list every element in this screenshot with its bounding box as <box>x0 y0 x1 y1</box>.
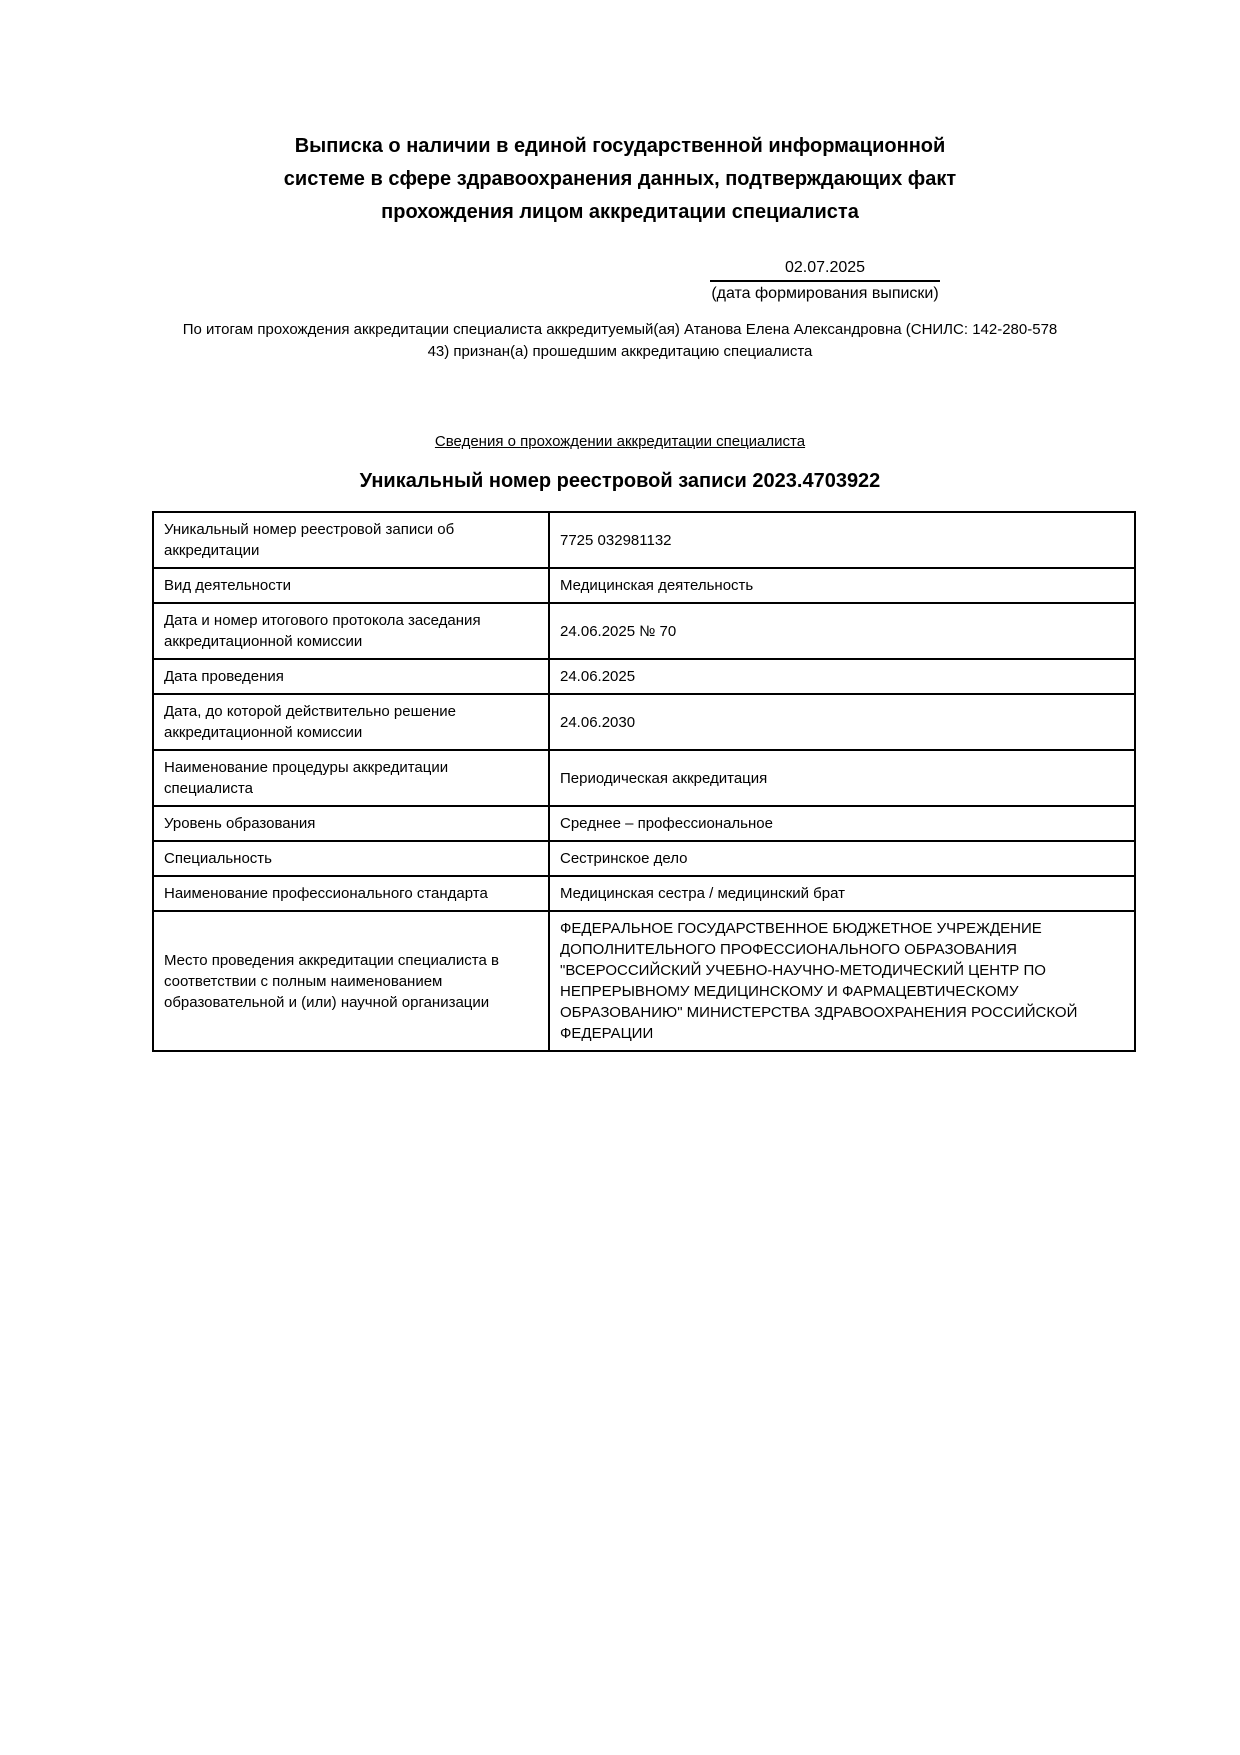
accreditation-details-table <box>152 511 1136 1052</box>
row-value: Сестринское дело <box>549 841 1135 876</box>
page-title: Выписка о наличии в единой государственной информационной системе в сфере здравоохранения данных, подтверждающих факт прохождения лицом аккредитации специалиста <box>283 135 957 223</box>
registry-number-heading: Уникальный номер реестровой записи 2023.4703922 <box>359 470 881 492</box>
row-label: Специальность <box>153 841 549 876</box>
table-row <box>153 694 1135 750</box>
section-heading: Сведения о прохождении аккредитации специалиста <box>434 433 806 450</box>
row-value: 24.06.2025 № 70 <box>549 603 1135 659</box>
row-value: ФЕДЕРАЛЬНОЕ ГОСУДАРСТВЕННОЕ БЮДЖЕТНОЕ УЧРЕЖДЕНИЕ ДОПОЛНИТЕЛЬНОГО ПРОФЕССИОНАЛЬНОГО ОБРАЗОВАНИЯ "ВСЕРОССИЙСКИЙ УЧЕБНО-НАУЧНО-МЕТОДИЧЕСКИЙ ЦЕНТР ПО НЕПРЕРЫВНОМУ МЕДИЦИНСКОМУ И ФАРМАЦЕВТИЧЕСКОМУ ОБРАЗОВАНИЮ" МИНИСТЕРСТВА ЗДРАВООХРАНЕНИЯ РОССИЙСКОЙ ФЕДЕРАЦИИ <box>549 911 1135 1051</box>
row-label: Дата проведения <box>153 659 549 694</box>
row-label: Дата, до которой действительно решение аккредитационной комиссии <box>153 694 549 750</box>
row-label: Уровень образования <box>153 806 549 841</box>
row-value: Медицинская сестра / медицинский брат <box>549 876 1135 911</box>
row-label: Уникальный номер реестровой записи об аккредитации <box>153 512 549 568</box>
row-value: 24.06.2025 <box>549 659 1135 694</box>
formation-date-caption: (дата формирования выписки) <box>711 285 939 302</box>
formation-date-block <box>700 259 950 303</box>
row-value: Периодическая аккредитация <box>549 750 1135 806</box>
row-label: Дата и номер итогового протокола заседания аккредитационной комиссии <box>153 603 549 659</box>
row-label: Наименование профессионального стандарта <box>153 876 549 911</box>
table-row <box>153 568 1135 603</box>
formation-date-value: 02.07.2025 <box>710 259 940 282</box>
row-label: Наименование процедуры аккредитации специалиста <box>153 750 549 806</box>
table-row <box>153 806 1135 841</box>
table-row <box>153 603 1135 659</box>
row-label: Вид деятельности <box>153 568 549 603</box>
accreditation-result-paragraph: По итогам прохождения аккредитации специалиста аккредитуемый(ая) Атанова Елена Александровна (СНИЛС: 142-280-578 43) признан(а) прошедшим аккредитацию специалиста <box>182 321 1058 360</box>
table-row <box>153 911 1135 1051</box>
row-value: 24.06.2030 <box>549 694 1135 750</box>
table-row <box>153 659 1135 694</box>
table-row <box>153 876 1135 911</box>
table-row <box>153 512 1135 568</box>
table-row <box>153 841 1135 876</box>
table-row <box>153 750 1135 806</box>
row-value: Среднее – профессиональное <box>549 806 1135 841</box>
row-value: Медицинская деятельность <box>549 568 1135 603</box>
row-label: Место проведения аккредитации специалиста в соответствии с полным наименованием образовательной и (или) научной организации <box>153 911 549 1051</box>
row-value: 7725 032981132 <box>549 512 1135 568</box>
